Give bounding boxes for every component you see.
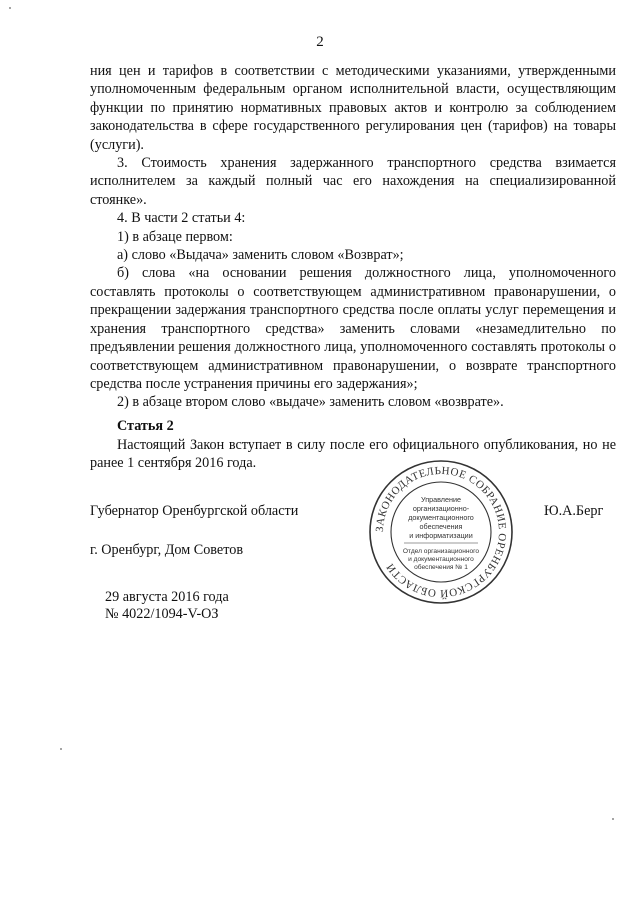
document-body: [90, 62, 616, 412]
article-2-text: Настоящий Закон вступает в силу после его официального опубликования, но не ранее 1 сентября 2016 года.: [90, 437, 616, 472]
law-registration-number: № 4022/1094-V-ОЗ: [105, 606, 219, 622]
signing-place: г. Оренбург, Дом Советов: [90, 542, 244, 558]
signatory-name: Ю.А.Берг: [544, 503, 604, 519]
scan-speck: [60, 748, 62, 750]
paragraph-item-4: 4. В части 2 статьи 4:: [117, 210, 246, 227]
stamp-inner-line: документационного: [408, 513, 474, 522]
paragraph-item-3: 3. Стоимость хранения задержанного транспортного средства взимается исполнителем за каждый полный час его нахождения на специализированной стоянке».: [90, 155, 616, 208]
stamp-inner-line: Отдел организационного: [402, 548, 480, 555]
article-2-heading: Статья 2: [117, 418, 174, 434]
scan-speck: [9, 7, 11, 9]
signatory-title: Губернатор Оренбургской области: [90, 503, 299, 519]
paragraph-subitem-a: а) слово «Выдача» заменить словом «Возврат»;: [117, 247, 404, 264]
paragraph-subitem-2: 2) в абзаце втором слово «выдаче» заменить словом «возврате».: [117, 394, 504, 411]
signing-date: 29 августа 2016 года: [105, 589, 229, 605]
page-number: 2: [316, 34, 324, 50]
official-seal-stamp: [366, 457, 516, 607]
stamp-inner-line: и информатизации: [409, 531, 473, 540]
paragraph-subitem-b: б) слова «на основании решения должностного лица, уполномоченного составлять протоколы о соответствующем административном правонарушении, о прекращении задержания транспортного средства после оплаты услуг перемещения и хранения транспортного средства» заменить словами «незамедлительно по предъявлении решения должностного лица, уполномоченного составлять протоколы о соответствующем административном правонарушении, о возврате транспортного средства после устранения причины его задержания»;: [90, 265, 616, 392]
stamp-inner-line: и документационного: [408, 556, 474, 563]
stamp-inner-line: Управление: [421, 495, 461, 504]
paragraph-continuation: ния цен и тарифов в соответствии с методическими указаниями, утвержденными уполномоченным федеральным органом исполнительной власти, осуществляющим функции по принятию нормативных правовых актов и контролю за соблюдением законодательства в сфере государственного регулирования цен (тарифов) на товары (услуги).: [90, 63, 616, 153]
paragraph-subitem-1: 1) в абзаце первом:: [117, 228, 233, 245]
scan-speck: [612, 818, 614, 820]
stamp-inner-line: обеспечения № 1: [414, 564, 468, 571]
stamp-ring-text: ЗАКОНОДАТЕЛЬНОЕ СОБРАНИЕ ОРЕНБУРГСКОЙ ОБЛАСТИ: [373, 464, 509, 600]
stamp-inner-line: обеспечения: [419, 522, 463, 531]
stamp-inner-line: организационно-: [412, 504, 470, 513]
